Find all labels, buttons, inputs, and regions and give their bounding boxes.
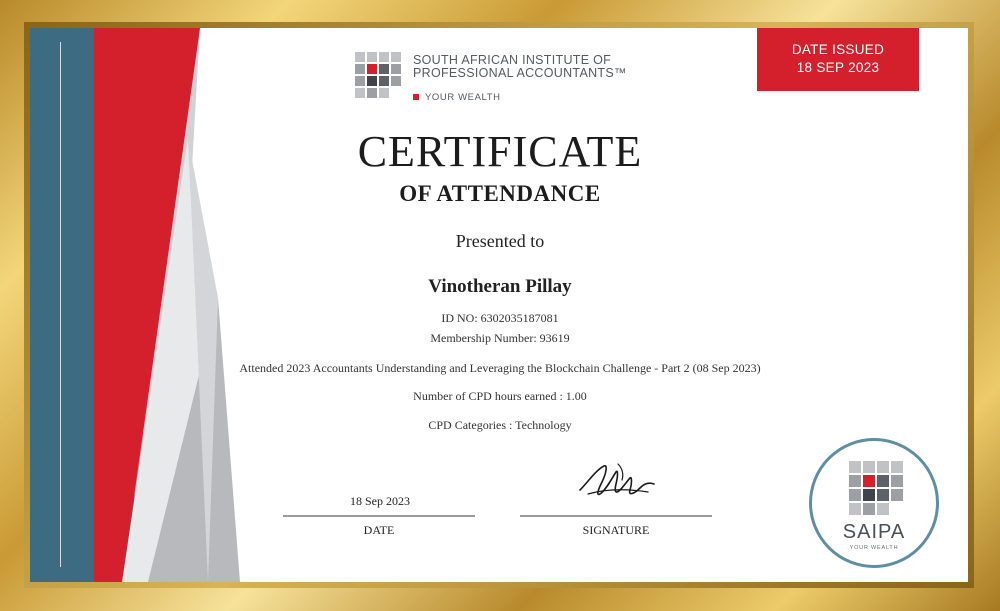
certificate-paper: [30, 28, 968, 582]
logo-line-2: PROFESSIONAL ACCOUNTANTS™: [413, 66, 627, 80]
id-number: ID NO: 6302035187081: [441, 311, 559, 325]
signoff-date-value: 18 Sep 2023: [350, 494, 410, 508]
signature-label: SIGNATURE: [582, 523, 650, 537]
date-label: DATE: [363, 523, 395, 537]
saipa-logo: [355, 52, 675, 112]
cpd-categories: CPD Categories : Technology: [428, 418, 572, 432]
date-issued-badge: [757, 28, 919, 91]
signature-line: [520, 515, 712, 517]
presented-to: Presented to: [455, 231, 545, 251]
logo-text: [413, 54, 627, 80]
seal-grid-icon: [849, 461, 903, 515]
cpd-hours: Number of CPD hours earned : 1.00: [413, 389, 587, 403]
seal-name: SAIPA: [842, 521, 906, 543]
logo-tagline: [413, 92, 501, 103]
decorative-line: [60, 42, 61, 567]
certificate-title: CERTIFICATE: [357, 127, 643, 176]
red-square-icon: [413, 94, 419, 100]
seal-tagline: YOUR WEALTH: [849, 545, 899, 551]
saipa-seal: [809, 438, 939, 568]
date-issued-value: 18 SEP 2023: [796, 60, 880, 75]
date-issued-label: DATE ISSUED: [791, 42, 885, 57]
attended-event: Attended 2023 Accountants Understanding and Leveraging the Blockchain Challenge - Part 2 (08 Sep 2023): [239, 361, 761, 375]
date-line: [283, 515, 475, 517]
logo-line-1: SOUTH AFRICAN INSTITUTE OF: [413, 53, 612, 67]
membership-number: Membership Number: 93619: [430, 331, 570, 345]
logo-grid-icon: [355, 52, 403, 100]
signature-image: [578, 460, 658, 504]
recipient-name: Vinotheran Pillay: [428, 276, 572, 297]
certificate-subtitle: OF ATTENDANCE: [399, 181, 601, 206]
logo-tagline-text: YOUR WEALTH: [425, 92, 501, 103]
